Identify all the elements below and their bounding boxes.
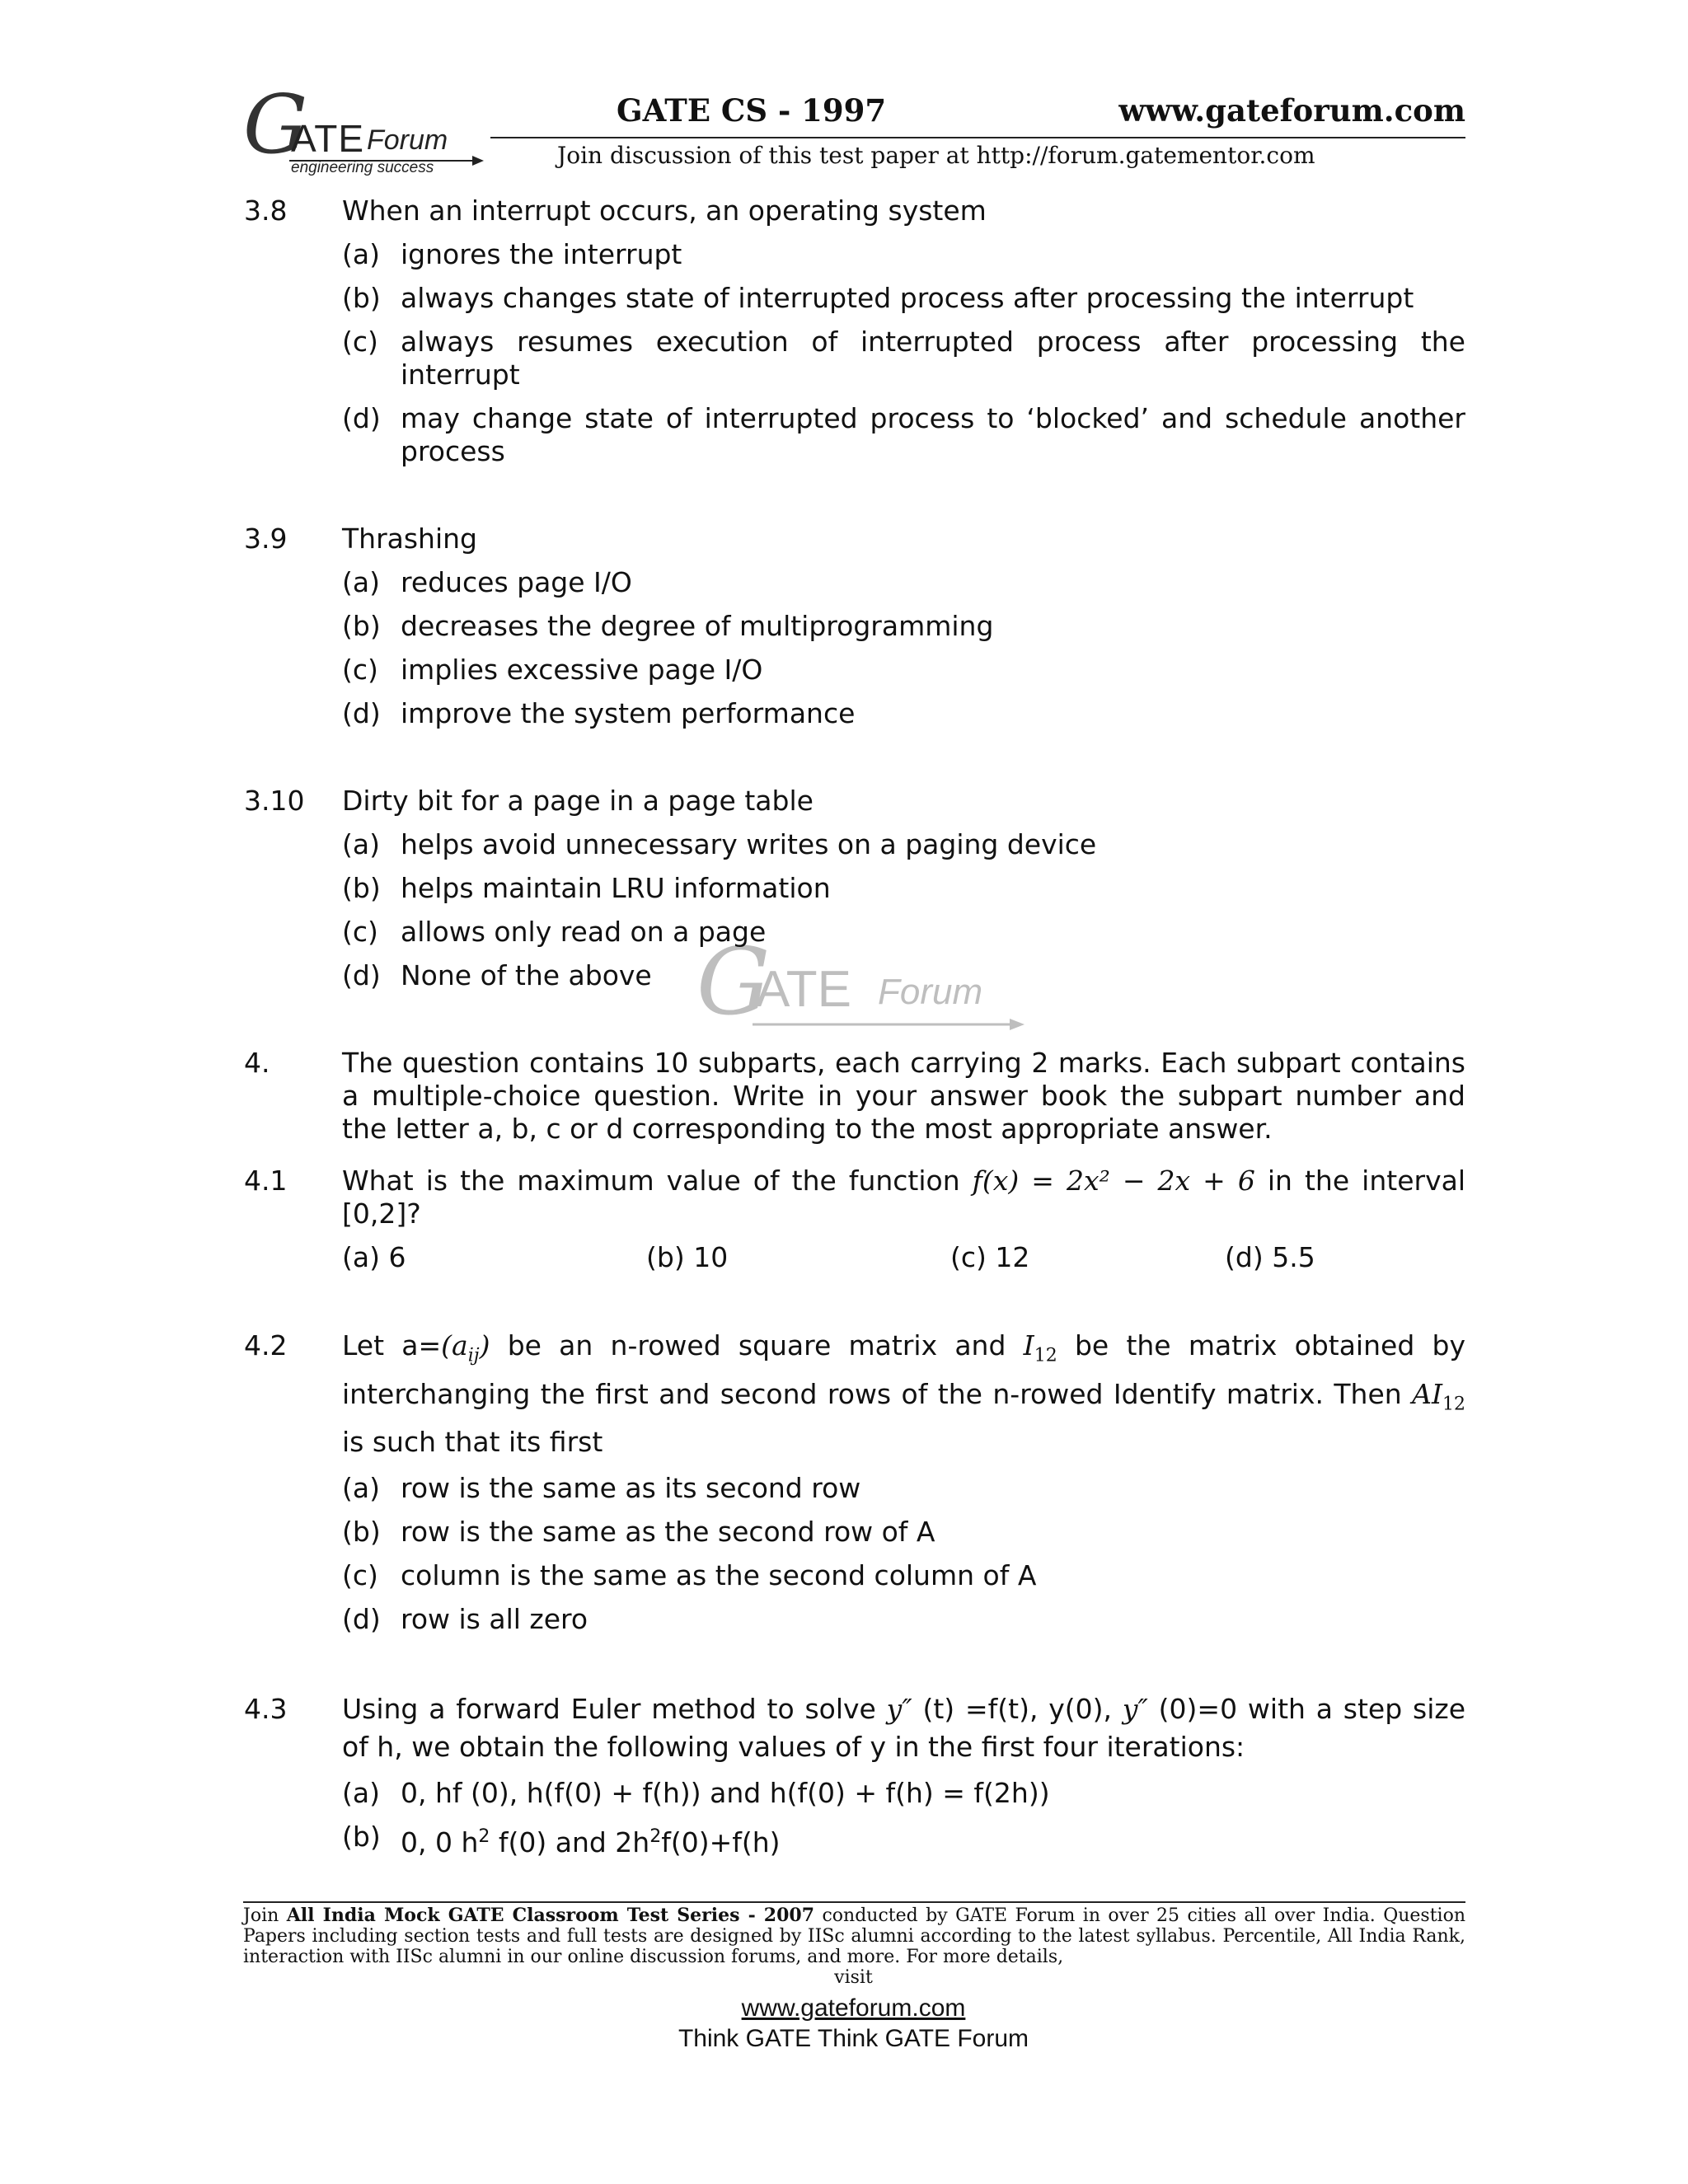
question-number: 3.10 [244, 785, 305, 817]
footer-divider [243, 1901, 1465, 1903]
ai-symbol: AI [1412, 1377, 1442, 1410]
logo-ate: ATE [291, 117, 365, 160]
question-3-9 [244, 523, 1465, 555]
option-text: column is the same as the second column of A [401, 1559, 1037, 1592]
option-label: (b) [342, 872, 381, 904]
option-label: (d) [342, 697, 381, 729]
gateforum-logo [243, 78, 482, 177]
option-text: reduces page I/O [401, 566, 632, 598]
option-b [342, 872, 1465, 905]
option-text: may change state of interrupted process to ‘blocked’ and schedule another process [401, 402, 1465, 467]
stem-text: What is the maximum value of the function [342, 1165, 973, 1197]
option-label: (d) [342, 402, 381, 434]
question-number: 4. [244, 1047, 270, 1079]
stem-text: be an n-rowed square matrix and [490, 1329, 1024, 1361]
option-text: row is the same as the second row of A [401, 1516, 935, 1549]
question-4-3 [244, 1690, 1465, 1766]
option-a [342, 1241, 646, 1274]
footer-link[interactable]: www.gateforum.com [741, 1994, 966, 2022]
i-subscript: 12 [1034, 1345, 1057, 1366]
option-text: row is all zero [401, 1603, 588, 1636]
option-a [342, 828, 1465, 861]
option-text: ignores the interrupt [401, 238, 682, 270]
matrix-i12 [1023, 1329, 1057, 1366]
option-d [1225, 1241, 1315, 1274]
option-text: decreases the degree of multiprogramming [401, 610, 994, 642]
question-stem [342, 1165, 1465, 1230]
option-b [342, 1821, 1465, 1859]
matrix-aij [441, 1329, 490, 1366]
watermark-forum: Forum [878, 972, 983, 1012]
option-b [342, 1516, 1465, 1549]
watermark-letter: G [696, 929, 771, 1036]
option-text: always resumes execution of interrupted process after processing the interrupt [401, 326, 1465, 391]
option-row [342, 1241, 1465, 1274]
footer-slogan: Think GATE Think GATE Forum [678, 2025, 1029, 2052]
option-label: (c) [342, 916, 378, 948]
option-label: (a) [342, 1472, 380, 1505]
question-number: 4.2 [244, 1329, 288, 1361]
option-b [342, 610, 1465, 643]
option-text: allows only read on a page [401, 916, 767, 948]
question-3-10 [244, 785, 1465, 818]
question-stem [342, 1327, 1465, 1461]
option-text [401, 1821, 1465, 1859]
option-text: always changes state of interrupted process after processing the interrupt [401, 282, 1414, 314]
option-label: (a) [342, 1777, 380, 1810]
stem-text: (0)=0 with a step size of h, we obtain the following values of y in the first four iterations: [342, 1693, 1465, 1764]
function-formula: f(x) = 2x² − 2x + 6 [972, 1165, 1255, 1197]
option-d [342, 959, 1465, 992]
option-c [950, 1241, 1225, 1274]
option-d [342, 402, 1465, 468]
y-double-prime: y″ [1122, 1693, 1148, 1726]
option-text: None of the above [401, 959, 652, 991]
stem-text: be the matrix obtained by interchanging the first and second rows of the n-rowed Identify matrix. Then [342, 1329, 1465, 1410]
option-text: 12 [995, 1241, 1030, 1273]
header-url[interactable]: www.gateforum.com [1118, 92, 1465, 129]
question-content [244, 194, 1465, 1859]
y-double-prime: y″ [886, 1693, 912, 1726]
option-label: (c) [342, 1559, 378, 1592]
question-4-2 [244, 1327, 1465, 1461]
option-a [342, 238, 1465, 271]
option-label: (b) [342, 610, 381, 642]
option-a [342, 1777, 1465, 1810]
option-label: (a) [342, 238, 380, 270]
logo-letter: G [243, 78, 308, 172]
option-d [342, 697, 1465, 730]
question-number: 4.3 [244, 1693, 288, 1726]
option-c [342, 1559, 1465, 1592]
option-a [342, 1472, 1465, 1505]
footer-join: Join [243, 1905, 287, 1926]
option-text: row is the same as its second row [401, 1472, 861, 1505]
ai-subscript: 12 [1442, 1394, 1465, 1415]
logo-forum: Forum [367, 124, 448, 156]
stem-text: is such that its first [342, 1426, 603, 1459]
option-text-part: 0, 0 h [401, 1826, 479, 1859]
question-number: 3.8 [244, 194, 288, 227]
option-text: implies excessive page I/O [401, 654, 763, 686]
header-subtitle: Join discussion of this test paper at http://forum.gatementor.com [557, 142, 1315, 169]
option-label: (d) [1225, 1241, 1264, 1273]
option-text: improve the system performance [401, 697, 856, 729]
option-text: 6 [388, 1241, 406, 1273]
option-label: (c) [342, 654, 378, 686]
question-stem [342, 1690, 1465, 1766]
option-b [646, 1241, 950, 1274]
option-label: (b) [342, 1821, 381, 1854]
footer-bold: All India Mock GATE Classroom Test Series - 2007 [286, 1905, 815, 1926]
question-number: 3.9 [244, 523, 288, 555]
footer-visit: visit [834, 1967, 873, 1988]
option-label: (a) [342, 1241, 380, 1273]
option-c [342, 916, 1465, 949]
header-divider [490, 137, 1465, 138]
option-label: (d) [342, 1603, 381, 1636]
footer-text [243, 1905, 1465, 1967]
question-stem: When an interrupt occurs, an operating system [342, 194, 987, 227]
aij-close: ) [479, 1329, 490, 1361]
option-text: helps maintain LRU information [401, 872, 831, 904]
option-text-part: f(0)+f(h) [661, 1826, 781, 1859]
superscript: 2 [478, 1826, 490, 1848]
stem-text: Let a= [342, 1329, 442, 1361]
option-b [342, 282, 1465, 315]
page-title: GATE CS - 1997 [617, 92, 887, 129]
aij-symbol: (a [441, 1329, 468, 1361]
option-text: 0, hf (0), h(f(0) + f(h)) and h(f(0) + f(h) = f(2h)) [401, 1777, 1050, 1810]
stem-text: Using a forward Euler method to solve [342, 1693, 887, 1726]
option-a [342, 566, 1465, 599]
option-d [342, 1603, 1465, 1636]
option-label: (a) [342, 828, 380, 860]
option-label: (b) [342, 1516, 381, 1549]
question-stem: Thrashing [342, 523, 478, 555]
option-text: helps avoid unnecessary writes on a paging device [401, 828, 1097, 860]
logo-tagline: engineering success [291, 159, 434, 176]
i-symbol: I [1023, 1329, 1034, 1361]
option-text: 5.5 [1272, 1241, 1315, 1273]
watermark-ate: ATE [756, 961, 851, 1018]
stem-text: in the interval [0,2]? [342, 1165, 1465, 1230]
option-label: (c) [342, 326, 378, 358]
option-text: 10 [693, 1241, 729, 1273]
option-text-part: f(0) and 2h [490, 1826, 650, 1859]
matrix-ai12 [1412, 1377, 1465, 1415]
superscript: 2 [649, 1826, 662, 1848]
option-label: (c) [950, 1241, 987, 1273]
option-label: (a) [342, 566, 380, 598]
question-3-8 [244, 194, 1465, 227]
option-c [342, 654, 1465, 687]
option-label: (b) [342, 282, 381, 314]
question-number: 4.1 [244, 1165, 288, 1197]
question-4-instructions [244, 1047, 1465, 1146]
question-stem: Dirty bit for a page in a page table [342, 785, 814, 817]
aij-subscript: ij [467, 1345, 480, 1366]
option-label: (d) [342, 959, 381, 991]
option-c [342, 326, 1465, 391]
option-label: (b) [646, 1241, 685, 1273]
question-4-1 [244, 1165, 1465, 1230]
footer-rest: conducted by GATE Forum in over 25 cities all over India. Question Papers including section tests and full tests are designed by IISc alumni according to the latest syllabus. Percentile, All India Rank, interaction with IISc alumni in our online discussion forums, and more. For more details, [243, 1905, 1465, 1967]
question-stem: The question contains 10 subparts, each carrying 2 marks. Each subpart contains a multiple-choice question. Write in your answer book the subpart number and the letter a, b, c or d corresponding to the most appropriate answer. [342, 1047, 1465, 1145]
stem-text: (t) =f(t), y(0), [912, 1693, 1123, 1726]
